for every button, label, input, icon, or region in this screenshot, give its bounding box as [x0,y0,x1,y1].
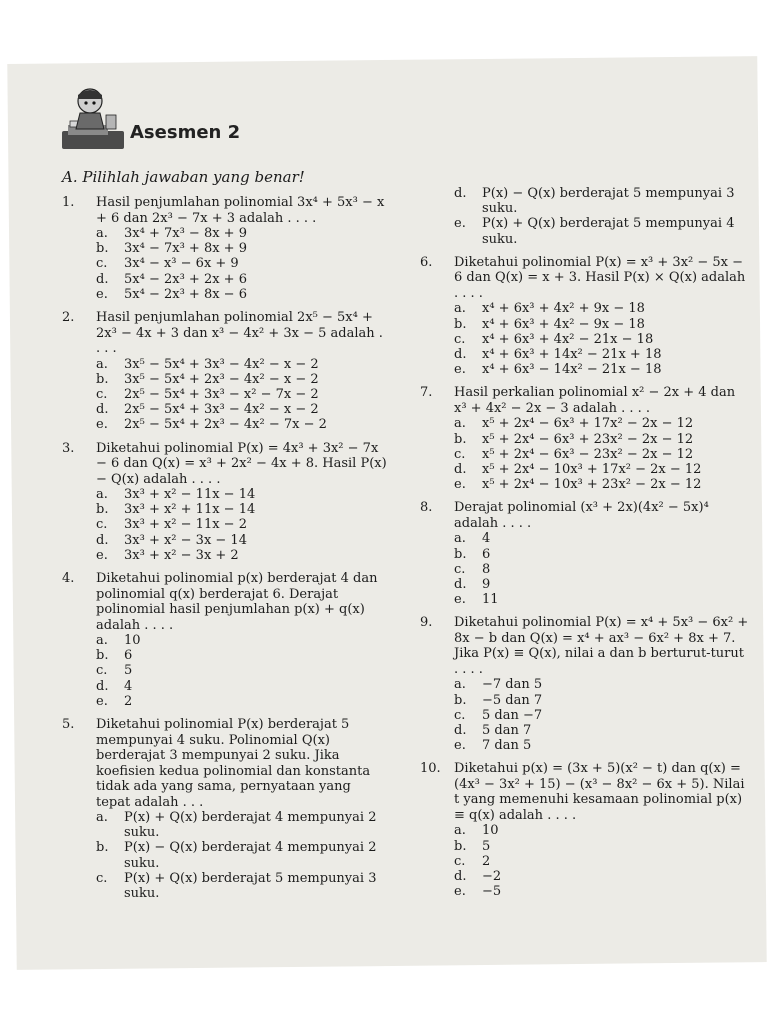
question-number: 7. [420,385,433,401]
option-text: x⁴ + 6x³ + 4x² − 21x − 18 [482,331,654,347]
answer-option [96,663,387,678]
option-text: 9 [482,576,491,592]
question-number: 4. [62,571,75,587]
answer-option [96,372,387,387]
option-letter: d. [96,678,109,694]
option-letter: b. [454,546,467,562]
answer-option [96,694,387,709]
option-text: x⁴ + 6x³ + 14x² − 21x + 18 [482,346,662,362]
option-text: 3x⁵ − 5x⁴ + 3x³ − 4x² − x − 2 [124,356,319,372]
question-number: 2. [62,310,75,326]
option-letter: b. [96,241,109,257]
option-letter: d. [96,271,109,287]
option-text: 6 [124,648,133,664]
answer-option [96,272,387,287]
question-item [420,186,750,247]
question-number: 10. [420,761,441,777]
option-letter: b. [454,431,467,447]
option-text: x⁵ + 2x⁴ − 6x³ − 23x² − 2x − 12 [482,446,694,462]
option-text: −5 [482,884,502,900]
option-text: P(x) − Q(x) berderajat 4 mempunyai 2 suku. [124,840,377,871]
option-letter: a. [454,416,466,432]
question-item [420,761,750,899]
option-text: 3x³ + x² − 3x − 14 [124,532,247,548]
answer-option [96,487,387,502]
option-letter: c. [454,561,466,577]
option-letter: d. [96,532,109,548]
option-text: 2 [482,853,491,869]
option-text: 5 [482,838,491,854]
option-text: P(x) + Q(x) berderajat 4 mempunyai 2 suku. [124,810,377,841]
answer-option [454,186,750,216]
option-letter: c. [454,446,466,462]
answer-option [454,447,750,462]
option-text: 2x⁵ − 5x⁴ + 2x³ − 4x² − 7x − 2 [124,417,327,433]
question-stem: Derajat polinomial (x³ + 2x)(4x² − 5x)⁴ adalah . . . . [454,500,709,531]
answer-option [454,332,750,347]
answer-option [96,648,387,663]
answer-option [96,387,387,402]
option-letter: e. [96,286,108,302]
option-letter: c. [454,853,466,869]
answer-option [454,562,750,577]
option-text: 5x⁴ − 2x³ + 2x + 6 [124,271,247,287]
option-text: 2 [124,693,133,709]
answer-option [96,871,387,901]
answer-option [96,533,387,548]
question-item [62,195,387,302]
option-text: 3x⁴ − 7x³ + 8x + 9 [124,241,247,257]
option-letter: a. [454,823,466,839]
answer-option [454,216,750,246]
option-letter: a. [454,531,466,547]
answer-option [454,723,750,738]
option-letter: a. [454,677,466,693]
answer-option [96,502,387,517]
option-text: P(x) + Q(x) berderajat 5 mempunyai 3 suku. [124,870,377,902]
question-number: 3. [62,440,75,456]
answer-option [454,477,750,492]
answer-option [454,577,750,592]
answer-option [454,462,750,477]
option-text: 4 [124,678,133,694]
option-letter: c. [454,331,466,347]
option-letter: e. [454,216,466,232]
question-stem: Diketahui polinomial P(x) berderajat 5 mempunyai 4 suku. Polinomial Q(x) berderajat 3 mempunyai 2 suku. Jika koefisien kedua polinomial dan konstanta tidak ada yang sama, pernyataan yang tepat adalah . . . [96,717,371,810]
student-reading-illustration [60,85,126,155]
option-text: 2x⁵ − 5x⁴ + 3x³ − x² − 7x − 2 [124,386,319,402]
question-item [62,310,387,433]
option-text: 3x⁴ + 7x³ − 8x + 9 [124,226,247,241]
option-text: 2x⁵ − 5x⁴ + 3x³ − 4x² − x − 2 [124,402,319,418]
answer-option [454,301,750,316]
answer-option [454,592,750,607]
question-stem: Diketahui polinomial P(x) = x⁴ + 5x³ − 6x² + 8x − b dan Q(x) = x⁴ + ax³ − 6x² + 8x + 7. Jika P(x) ≡ Q(x), nilai a dan b berturut-turut . . . . [454,615,749,677]
option-text: 10 [482,823,499,839]
answer-option [454,362,750,377]
option-letter: b. [454,838,467,854]
question-stem: Diketahui p(x) = (3x + 5)(x² − t) dan q(x) = (4x³ − 3x² + 15) − (x³ − 8x² − 6x + 5). Nilai t yang memenuhi kesamaan polinomial p(x) ≡ q(x) adalah . . . . [454,761,745,823]
option-letter: d. [454,868,467,884]
answer-option [454,531,750,546]
option-text: P(x) − Q(x) berderajat 5 mempunyai 3 suku. [482,186,735,217]
question-number: 8. [420,500,433,516]
option-letter: d. [454,461,467,477]
option-text: 10 [124,633,141,649]
option-letter: e. [454,477,466,493]
answer-option [96,517,387,532]
question-stem: Hasil perkalian polinomial x² − 2x + 4 dan x³ + 4x² − 2x − 3 adalah . . . . [454,385,736,416]
option-letter: b. [454,316,467,332]
option-letter: e. [454,884,466,900]
option-letter: c. [96,517,108,533]
option-letter: a. [96,487,108,503]
option-text: x⁴ + 6x³ − 14x² − 21x − 18 [482,362,662,378]
answer-option [96,548,387,563]
option-letter: c. [454,707,466,723]
option-text: x⁵ + 2x⁴ − 6x³ + 17x² − 2x − 12 [482,416,694,432]
option-text: 3x³ + x² − 11x − 14 [124,487,256,503]
answer-option [96,241,387,256]
option-letter: d. [454,186,467,201]
option-letter: e. [96,693,108,709]
option-letter: d. [454,346,467,362]
answer-option [96,256,387,271]
option-text: x⁵ + 2x⁴ − 10x³ + 17x² − 2x − 12 [482,461,702,477]
option-text: 4 [482,531,491,547]
option-text: x⁵ + 2x⁴ − 6x³ + 23x² − 2x − 12 [482,431,694,447]
option-letter: e. [454,592,466,608]
option-text: x⁴ + 6x³ + 4x² + 9x − 18 [482,301,645,317]
option-letter: e. [454,362,466,378]
question-number: 6. [420,254,433,270]
option-text: −7 dan 5 [482,677,543,693]
answer-option [96,417,387,432]
option-letter: c. [96,256,108,272]
right-question-column [420,186,750,907]
option-letter: a. [96,356,108,372]
answer-option [454,738,750,753]
option-text: 3x³ + x² − 11x − 2 [124,517,247,533]
answer-option [454,854,750,869]
answer-option [454,416,750,431]
option-text: 5 dan 7 [482,722,532,738]
answer-option [454,839,750,854]
option-letter: b. [454,692,467,708]
answer-option [454,347,750,362]
answer-option [454,432,750,447]
answer-option [96,357,387,372]
question-item [420,500,750,607]
question-number: 5. [62,717,75,733]
option-text: 5 dan −7 [482,707,543,723]
question-item [420,255,750,378]
option-text: −2 [482,868,502,884]
option-text: 3x⁴ − x³ − 6x + 9 [124,256,239,272]
answer-option [96,402,387,417]
option-letter: e. [454,738,466,754]
option-text: 11 [482,592,499,608]
question-stem: Diketahui polinomial P(x) = x³ + 3x² − 5x − 6 dan Q(x) = x + 3. Hasil P(x) × Q(x) adalah . . . . [454,254,746,301]
option-text: 3x⁵ − 5x⁴ + 2x³ − 4x² − x − 2 [124,371,319,387]
option-text: x⁴ + 6x³ + 4x² − 9x − 18 [482,316,645,332]
question-stem: Hasil penjumlahan polinomial 3x⁴ + 5x³ − x + 6 dan 2x³ − 7x + 3 adalah . . . . [96,195,385,226]
question-stem: Hasil penjumlahan polinomial 2x⁵ − 5x⁴ + 2x³ − 4x + 3 dan x³ − 4x² + 3x − 5 adalah . . . . [96,310,383,357]
option-letter: d. [96,402,109,418]
option-letter: a. [96,633,108,649]
option-letter: c. [96,870,108,886]
option-text: 6 [482,546,491,562]
answer-option [96,633,387,648]
question-number: 9. [420,615,433,631]
option-letter: a. [96,226,108,241]
option-letter: b. [96,648,109,664]
option-letter: c. [96,663,108,679]
answer-option [454,317,750,332]
option-text: 3x³ + x² + 11x − 14 [124,502,256,518]
question-stem: Diketahui polinomial P(x) = 4x³ + 3x² − 7x − 6 dan Q(x) = x³ + 2x² − 4x + 8. Hasil P(x) − Q(x) adalah . . . . [96,440,387,487]
answer-option [454,547,750,562]
answer-option [96,840,387,870]
option-letter: e. [96,417,108,433]
left-question-column [62,195,387,909]
option-letter: e. [96,547,108,563]
question-item [420,385,750,492]
option-letter: b. [96,840,109,856]
option-text: −5 dan 7 [482,692,543,708]
question-item [62,441,387,564]
option-letter: b. [96,502,109,518]
answer-option [96,679,387,694]
page-title: Asesmen 2 [130,122,241,143]
option-letter: d. [454,576,467,592]
answer-option [454,693,750,708]
answer-option [96,810,387,840]
answer-option [454,884,750,899]
option-letter: a. [96,810,108,826]
answer-option [96,287,387,302]
section-instruction: A. Pilihlah jawaban yang benar! [62,168,305,186]
option-text: 5 [124,663,133,679]
question-number: 1. [62,195,75,210]
answer-option [96,226,387,241]
option-text: 5x⁴ − 2x³ + 8x − 6 [124,286,247,302]
option-text: 3x³ + x² − 3x + 2 [124,547,239,563]
question-item [62,717,387,901]
question-item [62,571,387,709]
option-text: x⁵ + 2x⁴ − 10x³ + 23x² − 2x − 12 [482,477,702,493]
option-text: 7 dan 5 [482,738,532,754]
answer-option [454,708,750,723]
answer-option [454,869,750,884]
question-item [420,615,750,753]
question-stem: Diketahui polinomial p(x) berderajat 4 dan polinomial q(x) berderajat 6. Derajat polinomial hasil penjumlahan p(x) + q(x) adalah . . . . [96,571,378,633]
option-letter: d. [454,722,467,738]
option-letter: a. [454,301,466,317]
option-letter: c. [96,386,108,402]
option-text: P(x) + Q(x) berderajat 5 mempunyai 4 suku. [482,216,735,247]
option-letter: b. [96,371,109,387]
option-text: 8 [482,561,491,577]
answer-option [454,677,750,692]
answer-option [454,823,750,838]
